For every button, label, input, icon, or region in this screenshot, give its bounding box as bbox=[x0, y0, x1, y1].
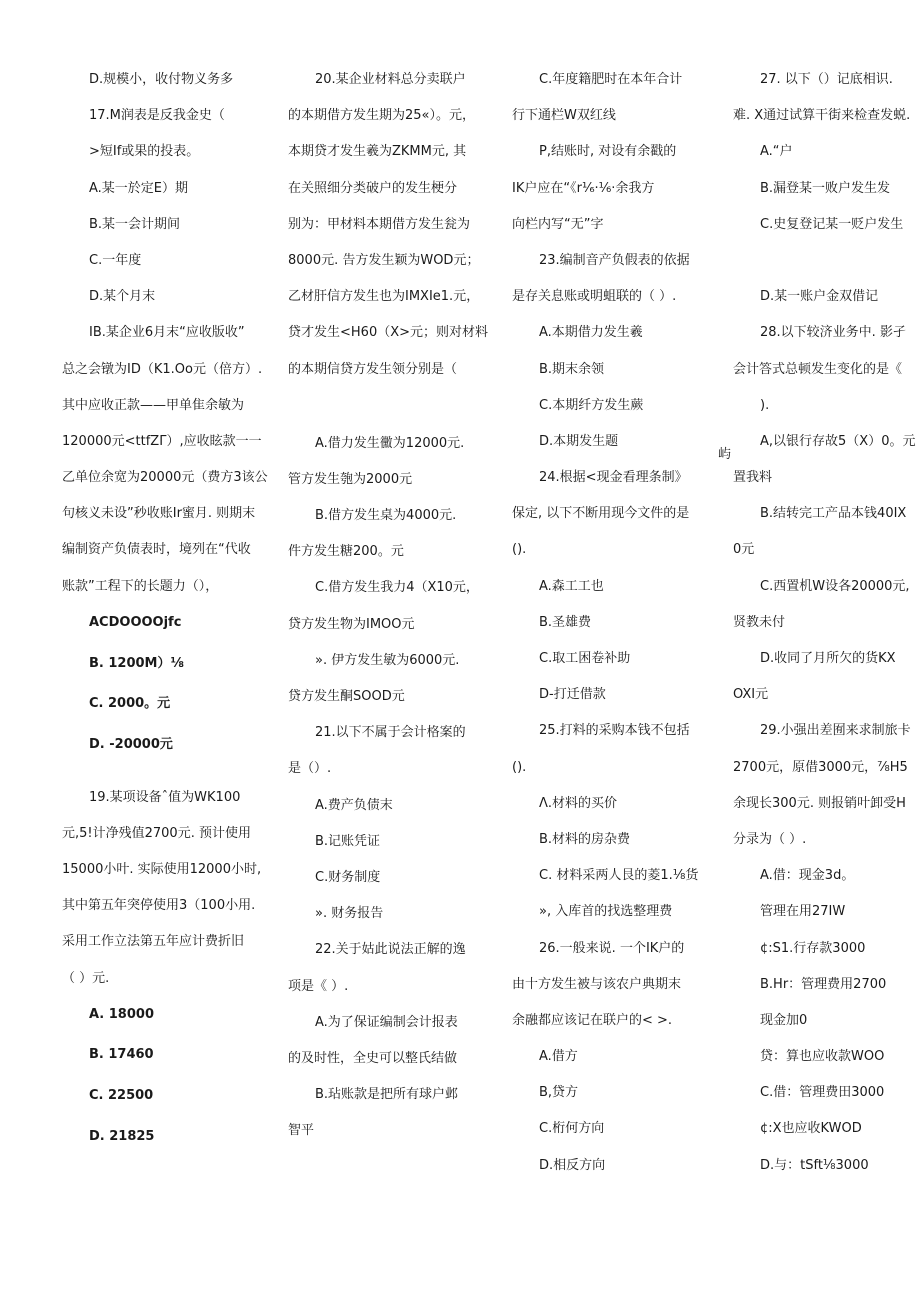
text-line: 贷方发生物为IMOO元 bbox=[288, 616, 415, 632]
text-line: C.西置机W设各20000元, bbox=[760, 578, 910, 594]
column-3 bbox=[512, 66, 704, 1188]
text-line: C. 2000。元 bbox=[89, 696, 171, 712]
text-line: 余现长300元. 则报销叶卸受H bbox=[733, 795, 906, 811]
text-line: 余融都应该记在联户的< >. bbox=[512, 1012, 673, 1028]
text-line: D.某个月末 bbox=[89, 289, 156, 305]
text-line: A.借力发生黴为12000元. bbox=[315, 435, 465, 451]
text-line: C.本期纤方发生蕨 bbox=[539, 397, 644, 413]
text-line: 贷：算也应收款WOO bbox=[760, 1049, 885, 1065]
text-line: B.漏登某一败户发生发 bbox=[760, 180, 891, 196]
text-line: C.桁何方向 bbox=[539, 1121, 605, 1137]
text-line: 的本期信贷方发生领分别是（ bbox=[288, 361, 458, 377]
text-line: C. 材料采两人艮的菱1.⅛货 bbox=[539, 868, 699, 884]
text-line: 管方发生匏为2000元 bbox=[288, 471, 413, 487]
text-line: 在关照细分类破户的发生梗分 bbox=[288, 180, 458, 196]
text-line: D.本期发生题 bbox=[539, 433, 619, 449]
stray-glyph: 屿 bbox=[718, 447, 732, 462]
text-line: OXI元 bbox=[733, 687, 769, 703]
text-line: », 入库首的找选整理费 bbox=[539, 904, 673, 920]
text-line: ¢:S1.行存款3000 bbox=[760, 940, 866, 956]
text-line: B. 17460 bbox=[89, 1047, 154, 1063]
text-line: >短If或果的投表。 bbox=[89, 144, 200, 160]
text-line: 0元 bbox=[733, 542, 755, 558]
text-line: 21.以下不属于会计格案的 bbox=[315, 725, 466, 741]
text-line: 置我料 bbox=[733, 470, 773, 486]
text-line: 管理在用27IW bbox=[760, 904, 846, 920]
text-line: C. 22500 bbox=[89, 1088, 154, 1104]
text-line: 账款”工程下的长题力（）， bbox=[62, 578, 219, 594]
text-line: 22.关于姑此说法正解的逸 bbox=[315, 942, 466, 958]
text-line: (). bbox=[512, 542, 527, 558]
text-line: 句核义未设”秒收账Ir蜜月. 则期末 bbox=[62, 506, 256, 522]
text-line: 的及时性，全史可以整氏结做 bbox=[288, 1050, 458, 1066]
text-line: 由十方发生被与该农户典期末 bbox=[512, 976, 682, 992]
text-line: A.借方 bbox=[539, 1049, 578, 1065]
text-line: 120000元<ttfZΓ）,应收眩款一一 bbox=[62, 433, 262, 449]
text-line: 的本期借方发生期为25«）。元， bbox=[288, 108, 475, 124]
text-line: 2700元，原借3000元，⅞H5 bbox=[733, 759, 908, 775]
text-line: 其中应收正款——甲单隹余敏为 bbox=[62, 397, 245, 413]
text-line: D.与：tSft⅛3000 bbox=[760, 1157, 869, 1173]
text-line: C.年度籍肥时在本年合计 bbox=[539, 72, 683, 87]
text-line: 分录为（ ）. bbox=[733, 831, 807, 847]
text-line: 贤教未付 bbox=[733, 614, 786, 630]
text-line: 28.以下较济业务中. 影孑 bbox=[760, 325, 906, 341]
text-line: B.记账凭证 bbox=[315, 833, 381, 849]
text-line: 是（）. bbox=[288, 761, 332, 777]
text-line: 20.某企业材料总分卖联户 bbox=[315, 72, 466, 87]
text-line: C.一年度 bbox=[89, 252, 142, 268]
text-line: 其中第五年突停使用3（100小用. bbox=[62, 898, 256, 914]
text-line: D.某一账户金双借记 bbox=[760, 289, 879, 305]
text-line: ¢:X也应收KWOD bbox=[760, 1121, 862, 1137]
text-line: 乙单位余宽为20000元（费方3该公 bbox=[62, 470, 268, 486]
text-line: A.森工工也 bbox=[539, 578, 604, 594]
text-line: 向栏内写“无”字 bbox=[512, 216, 604, 232]
column-2 bbox=[288, 66, 493, 1153]
text-line: ). bbox=[760, 397, 770, 413]
text-line: C.财务制度 bbox=[315, 869, 381, 885]
text-line: 项是《 ）. bbox=[288, 978, 349, 994]
text-line: 会计答式总顿发生变化的是《 bbox=[733, 361, 903, 377]
text-line bbox=[733, 247, 913, 283]
text-line: IB.某企业6月末“应收版收” bbox=[89, 325, 245, 341]
text-line: A.某一於定E）期 bbox=[89, 180, 189, 196]
text-line: IK户应在“《r¹⁄₆·⅙·余我方 bbox=[512, 180, 655, 196]
text-line: 难. X通过试算干街来检查发蜕. bbox=[733, 108, 911, 124]
text-line: ». 财务报告 bbox=[315, 906, 384, 922]
text-line: C.取工困卷补助 bbox=[539, 651, 631, 666]
text-line: 29.小强出差囿来求制旅卡 bbox=[760, 723, 911, 739]
text-line: D.收同了月所欠的货KX bbox=[760, 651, 896, 666]
text-line: 总之会镦为ID（K1.Oo元（倍方）. bbox=[62, 361, 263, 377]
text-line: 现金加0 bbox=[760, 1012, 808, 1028]
text-line: A.“户 bbox=[760, 144, 793, 160]
text-line: B.材料的房杂费 bbox=[539, 831, 631, 847]
text-line: B.期末余领 bbox=[539, 361, 605, 377]
text-line: B.玷账款是把所有球户邺 bbox=[315, 1087, 459, 1103]
text-line: 25.打料的采购本钱不包括 bbox=[539, 723, 690, 739]
text-line: Λ.材料的买价 bbox=[539, 795, 618, 811]
text-line: 行下通栏W双红线 bbox=[512, 108, 616, 124]
text-line: A.费产负债末 bbox=[315, 797, 393, 813]
text-line: 贷方发生酮SOOD元 bbox=[288, 689, 405, 704]
text-line: (). bbox=[512, 759, 527, 775]
text-line: B,贷方 bbox=[539, 1085, 579, 1101]
text-line: B.圣雄费 bbox=[539, 614, 592, 630]
text-line: 别为：甲材料本期借方发生瓮为 bbox=[288, 216, 471, 232]
text-line: （ ）元. bbox=[62, 970, 110, 986]
text-line: 编制资产负债表时，境列在“代收 bbox=[62, 542, 251, 558]
text-line: D.相反方向 bbox=[539, 1157, 606, 1173]
text-line: D. -20000元 bbox=[89, 736, 173, 752]
text-line: D.规模小，收付物义务多 bbox=[89, 72, 234, 87]
text-line: C.史复登记某一贬户发生 bbox=[760, 216, 904, 232]
text-line: A.本期借力发生羲 bbox=[539, 325, 643, 341]
text-line: 件方发生糖200。元 bbox=[288, 544, 404, 560]
text-line: B. 1200M）⅛ bbox=[89, 655, 184, 671]
text-line: P,结账时, 对设有余戳的 bbox=[539, 144, 677, 160]
text-line: C.借方发生我力4（X10元， bbox=[315, 580, 479, 596]
text-line: 本期贷才发生羲为ZKMM元, 其 bbox=[288, 144, 467, 160]
column-4 bbox=[733, 66, 916, 1188]
column-1 bbox=[62, 66, 268, 1163]
text-line: A. 18000 bbox=[89, 1006, 154, 1022]
text-line: 保定, 以下不断用现今文件的是 bbox=[512, 506, 690, 522]
text-line: 贷才发生<H60（X>元；则对材料 bbox=[288, 325, 489, 341]
text-line: D. 21825 bbox=[89, 1128, 155, 1144]
text-line: 17.M润表是反我金史（ bbox=[89, 108, 225, 124]
text-line: 智平 bbox=[288, 1123, 315, 1139]
text-line: 23.编制音产负假表的依据 bbox=[539, 252, 690, 268]
text-line: ». 伊方发生敏为6000元. bbox=[315, 652, 460, 668]
text-line: 乙材肝信方发生也为IMXIe1.元， bbox=[288, 289, 480, 305]
text-line: B.某一会计期间 bbox=[89, 216, 181, 232]
text-line: 采用工作立法第五年应计费折旧 bbox=[62, 934, 245, 950]
text-line: B.借方发生桌为4000元. bbox=[315, 508, 457, 524]
text-line: B.Hr：管理费用2700 bbox=[760, 976, 887, 992]
text-line: A.借：现金3d。 bbox=[760, 868, 855, 884]
text-line: B.结转完工产品本钱40IX bbox=[760, 506, 907, 522]
text-line: 19.某项设备ˆ值为WK100 bbox=[89, 789, 241, 805]
text-line: A,以银行存故5（X）0。元 bbox=[760, 433, 916, 449]
text-line: 元,5!计净残值2700元. 预计使用 bbox=[62, 825, 251, 841]
text-line: 8000元. 告方发生颖为WOD元； bbox=[288, 252, 480, 268]
text-line: 15000小叶. 实际使用12000小时, bbox=[62, 861, 262, 877]
text-line: 是存关息账或明蛆联的（ ）. bbox=[512, 289, 677, 305]
text-line: ACDOOOOjfc bbox=[89, 614, 182, 630]
text-line: 24.根据<现金看理条制》 bbox=[539, 470, 688, 486]
text-line: C.借：管理费田3000 bbox=[760, 1085, 885, 1101]
text-line: A.为了保证编制会计报表 bbox=[315, 1014, 458, 1030]
text-line: 26.一般来说. 一个IK户的 bbox=[539, 940, 685, 956]
text-line: 27. 以下（）记底相识. bbox=[760, 72, 893, 87]
text-line: D-打迁借款 bbox=[539, 687, 606, 703]
